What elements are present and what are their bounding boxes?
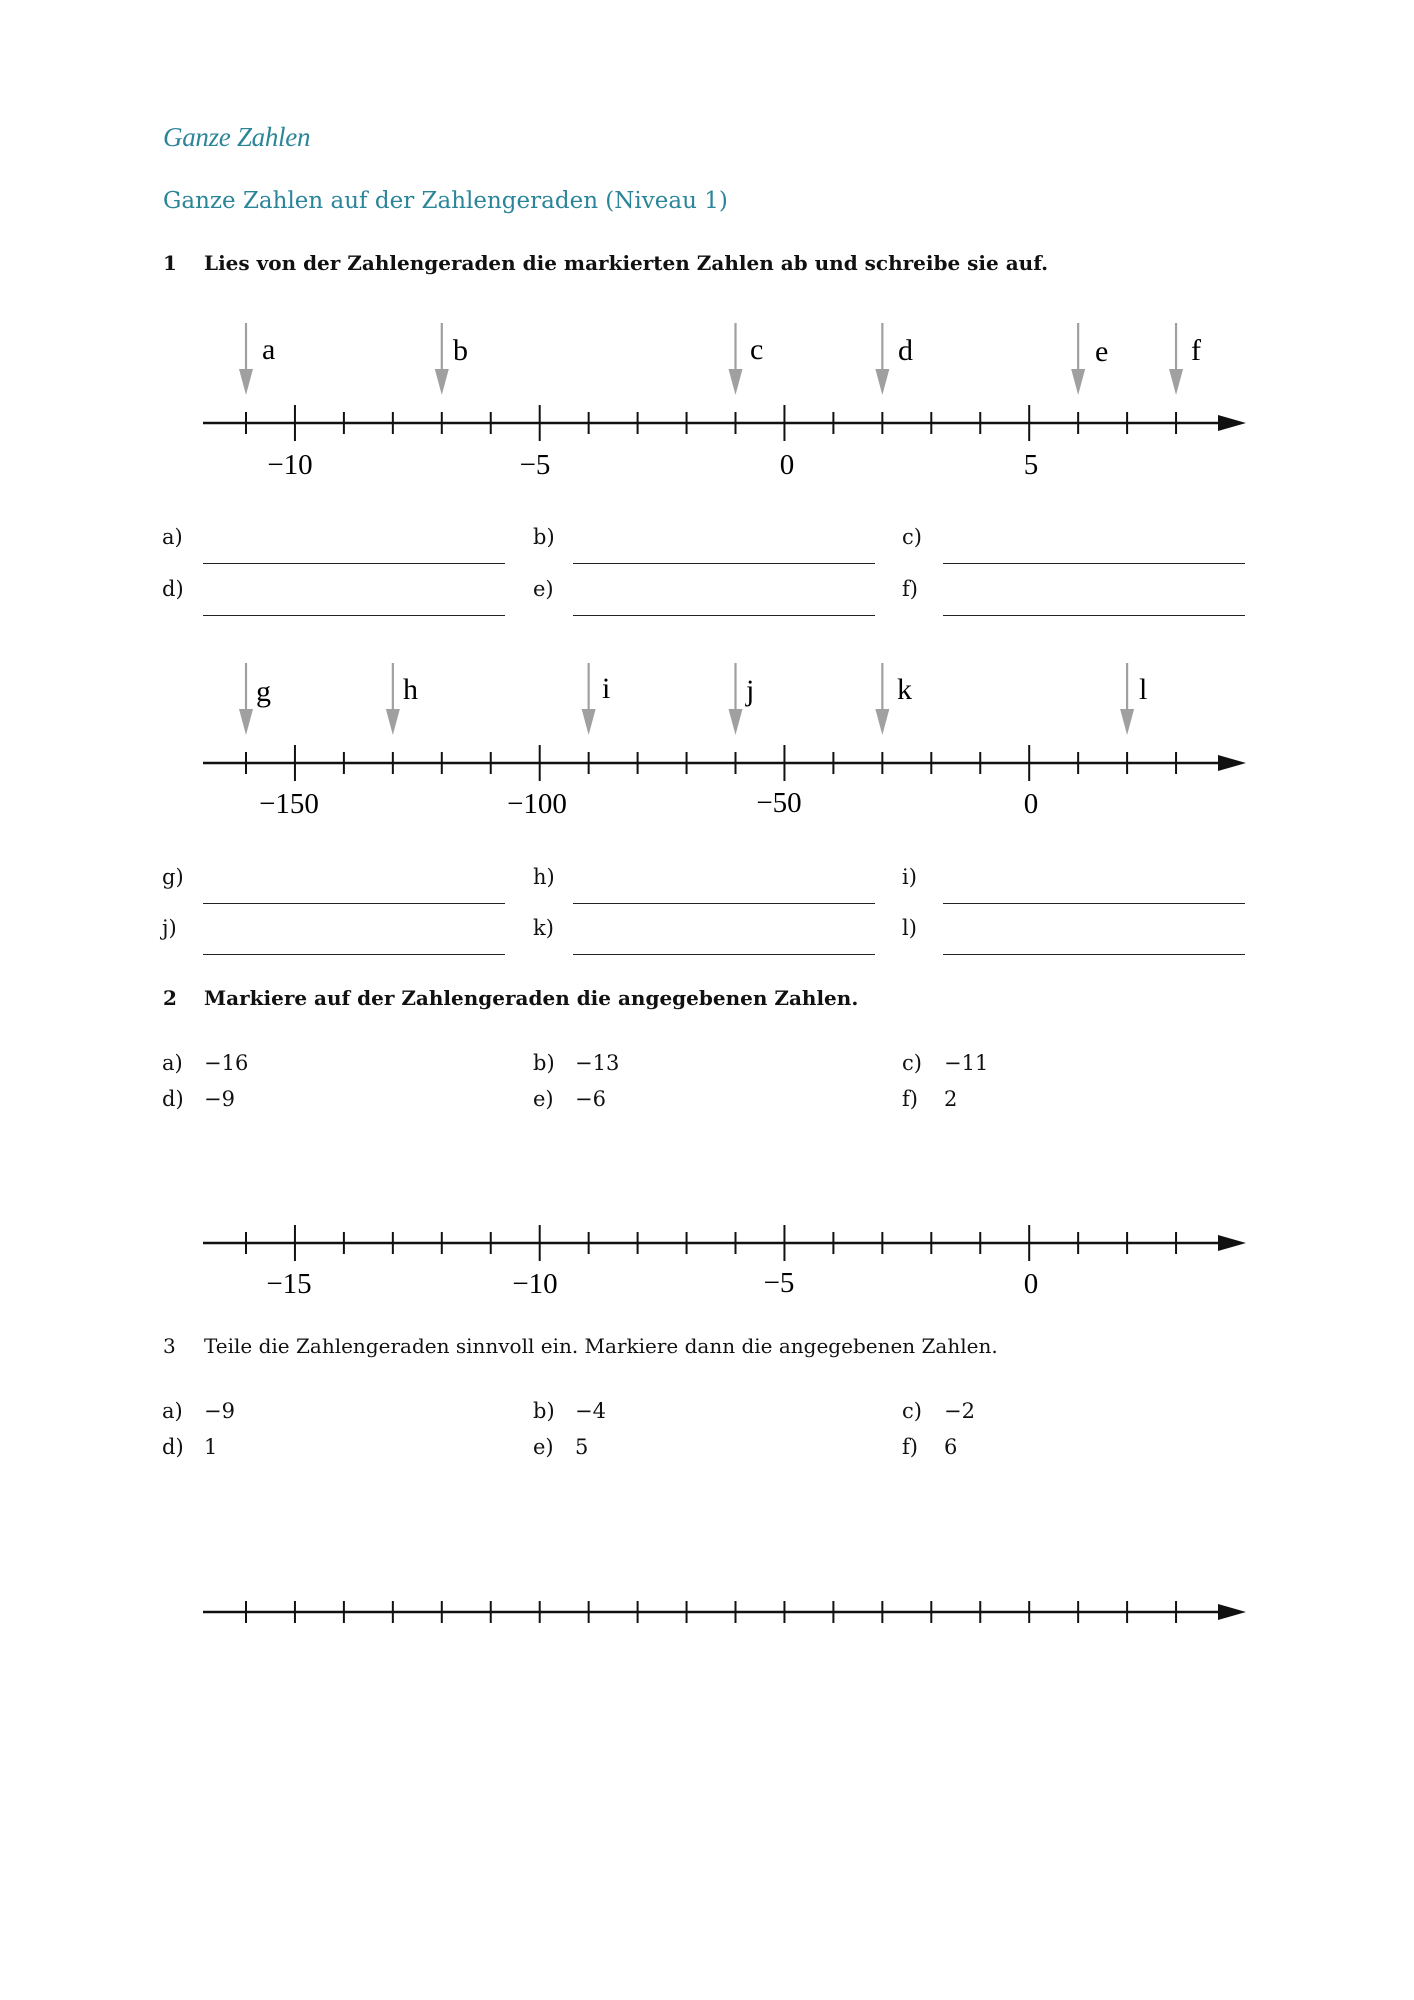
answer-line[interactable] [573, 563, 875, 564]
marker-arrow [729, 323, 743, 395]
item-label: e) [533, 1087, 554, 1111]
item-value: −2 [944, 1399, 975, 1423]
number-line-1 [203, 323, 1246, 481]
task-3-heading [163, 1334, 1263, 1364]
item-label: f) [902, 1087, 918, 1111]
arrow-label: h [403, 673, 418, 706]
answer-label: b) [533, 525, 555, 549]
answer-label: c) [902, 525, 922, 549]
answer-line[interactable] [943, 903, 1245, 904]
answer-line[interactable] [203, 563, 505, 564]
tick-label: −10 [512, 1268, 558, 1300]
axis-arrowhead [1218, 1235, 1246, 1251]
task-number: 2 [163, 986, 177, 1010]
marker-arrow [239, 323, 253, 395]
item-value: 2 [944, 1087, 958, 1111]
task-2-item [902, 1087, 1102, 1117]
item-label: d) [162, 1087, 184, 1111]
answer-line[interactable] [573, 615, 875, 616]
task-instruction: Lies von der Zahlengeraden die markierten Zahlen ab und schreibe sie auf. [204, 251, 1049, 275]
task-2-item [902, 1051, 1102, 1081]
axis-arrowhead [1218, 1604, 1246, 1620]
item-label: b) [533, 1051, 555, 1075]
number-line-2 [203, 663, 1246, 820]
task-2-item [533, 1051, 733, 1081]
answer-label: d) [162, 577, 184, 601]
marker-arrow [386, 663, 400, 735]
answer-line[interactable] [943, 563, 1245, 564]
arrow-label: e [1095, 335, 1109, 368]
answer-line[interactable] [943, 954, 1245, 955]
answer-label: a) [162, 525, 183, 549]
marker-arrows [239, 323, 1183, 395]
section-subtitle: Ganze Zahlen auf der Zahlengeraden (Niveau 1) [163, 188, 728, 214]
arrow-label: a [262, 333, 276, 366]
task-2-item [162, 1087, 362, 1117]
task-2-item [533, 1087, 733, 1117]
number-line-4 [203, 1601, 1246, 1623]
answer-label: e) [533, 577, 554, 601]
item-value: −6 [575, 1087, 606, 1111]
item-value: 1 [204, 1435, 218, 1459]
item-value: −11 [944, 1051, 989, 1075]
marker-arrow [435, 323, 449, 395]
tick-label: −50 [756, 787, 802, 819]
answer-label: j) [162, 916, 177, 940]
arrow-label: l [1139, 673, 1148, 706]
tick-label: −10 [267, 449, 313, 481]
task-3-item [902, 1399, 1102, 1429]
answer-label: f) [902, 577, 918, 601]
answer-line[interactable] [943, 615, 1245, 616]
answer-line[interactable] [573, 954, 875, 955]
tick-label: 0 [1023, 788, 1039, 820]
item-label: a) [162, 1051, 183, 1075]
task-2-item [162, 1051, 362, 1081]
marker-arrows [239, 663, 1134, 735]
tick-label: −5 [519, 449, 551, 481]
task-number: 1 [163, 251, 177, 275]
arrow-label: c [750, 333, 764, 366]
tick-label: 0 [779, 449, 795, 481]
item-value: −16 [204, 1051, 249, 1075]
answer-label: k) [533, 916, 554, 940]
arrow-label: i [602, 672, 611, 705]
marker-arrow [582, 663, 596, 735]
task-3-item [533, 1435, 733, 1465]
task-3-item [902, 1435, 1102, 1465]
arrow-label: d [898, 334, 913, 367]
arrow-label: g [256, 675, 271, 708]
answer-label: g) [162, 865, 184, 889]
tick-label: 0 [1023, 1268, 1039, 1300]
item-label: a) [162, 1399, 183, 1423]
item-value: −4 [575, 1399, 606, 1423]
marker-arrow [875, 663, 889, 735]
marker-arrow [1071, 323, 1085, 395]
answer-line[interactable] [203, 903, 505, 904]
task-instruction: Teile die Zahlengeraden sinnvoll ein. Markiere dann die angegebenen Zahlen. [204, 1334, 998, 1358]
marker-arrow [239, 663, 253, 735]
marker-arrow [1169, 323, 1183, 395]
item-value: −9 [204, 1087, 235, 1111]
task-2-heading [163, 986, 1263, 1016]
arrow-label: f [1191, 334, 1201, 367]
answer-line[interactable] [203, 954, 505, 955]
task-3-item [162, 1399, 362, 1429]
axis-arrowhead [1218, 415, 1246, 431]
answer-line[interactable] [203, 615, 505, 616]
item-label: c) [902, 1051, 922, 1075]
item-value: 5 [575, 1435, 589, 1459]
item-label: c) [902, 1399, 922, 1423]
task-3-item [162, 1435, 362, 1465]
item-value: 6 [944, 1435, 958, 1459]
tick-label: −100 [507, 788, 567, 820]
item-label: f) [902, 1435, 918, 1459]
marker-arrow [875, 323, 889, 395]
item-label: b) [533, 1399, 555, 1423]
item-label: d) [162, 1435, 184, 1459]
marker-arrow [1120, 663, 1134, 735]
tick-label: −5 [763, 1267, 795, 1299]
item-value: −9 [204, 1399, 235, 1423]
answer-label: l) [902, 916, 917, 940]
item-label: e) [533, 1435, 554, 1459]
answer-line[interactable] [573, 903, 875, 904]
answer-label: h) [533, 865, 555, 889]
tick-label: 5 [1023, 449, 1039, 481]
marker-arrow [729, 663, 743, 735]
axis-arrowhead [1218, 755, 1246, 771]
arrow-label: b [453, 334, 468, 367]
item-value: −13 [575, 1051, 620, 1075]
task-number: 3 [163, 1334, 176, 1358]
arrow-label: j [746, 674, 755, 707]
number-line-3 [203, 1225, 1246, 1300]
task-instruction: Markiere auf der Zahlengeraden die angegebenen Zahlen. [204, 986, 859, 1010]
task-3-item [533, 1399, 733, 1429]
arrow-label: k [897, 673, 912, 706]
answer-label: i) [902, 865, 917, 889]
tick-label: −150 [259, 788, 319, 820]
tick-label: −15 [266, 1268, 312, 1300]
page-title: Ganze Zahlen [163, 122, 311, 152]
